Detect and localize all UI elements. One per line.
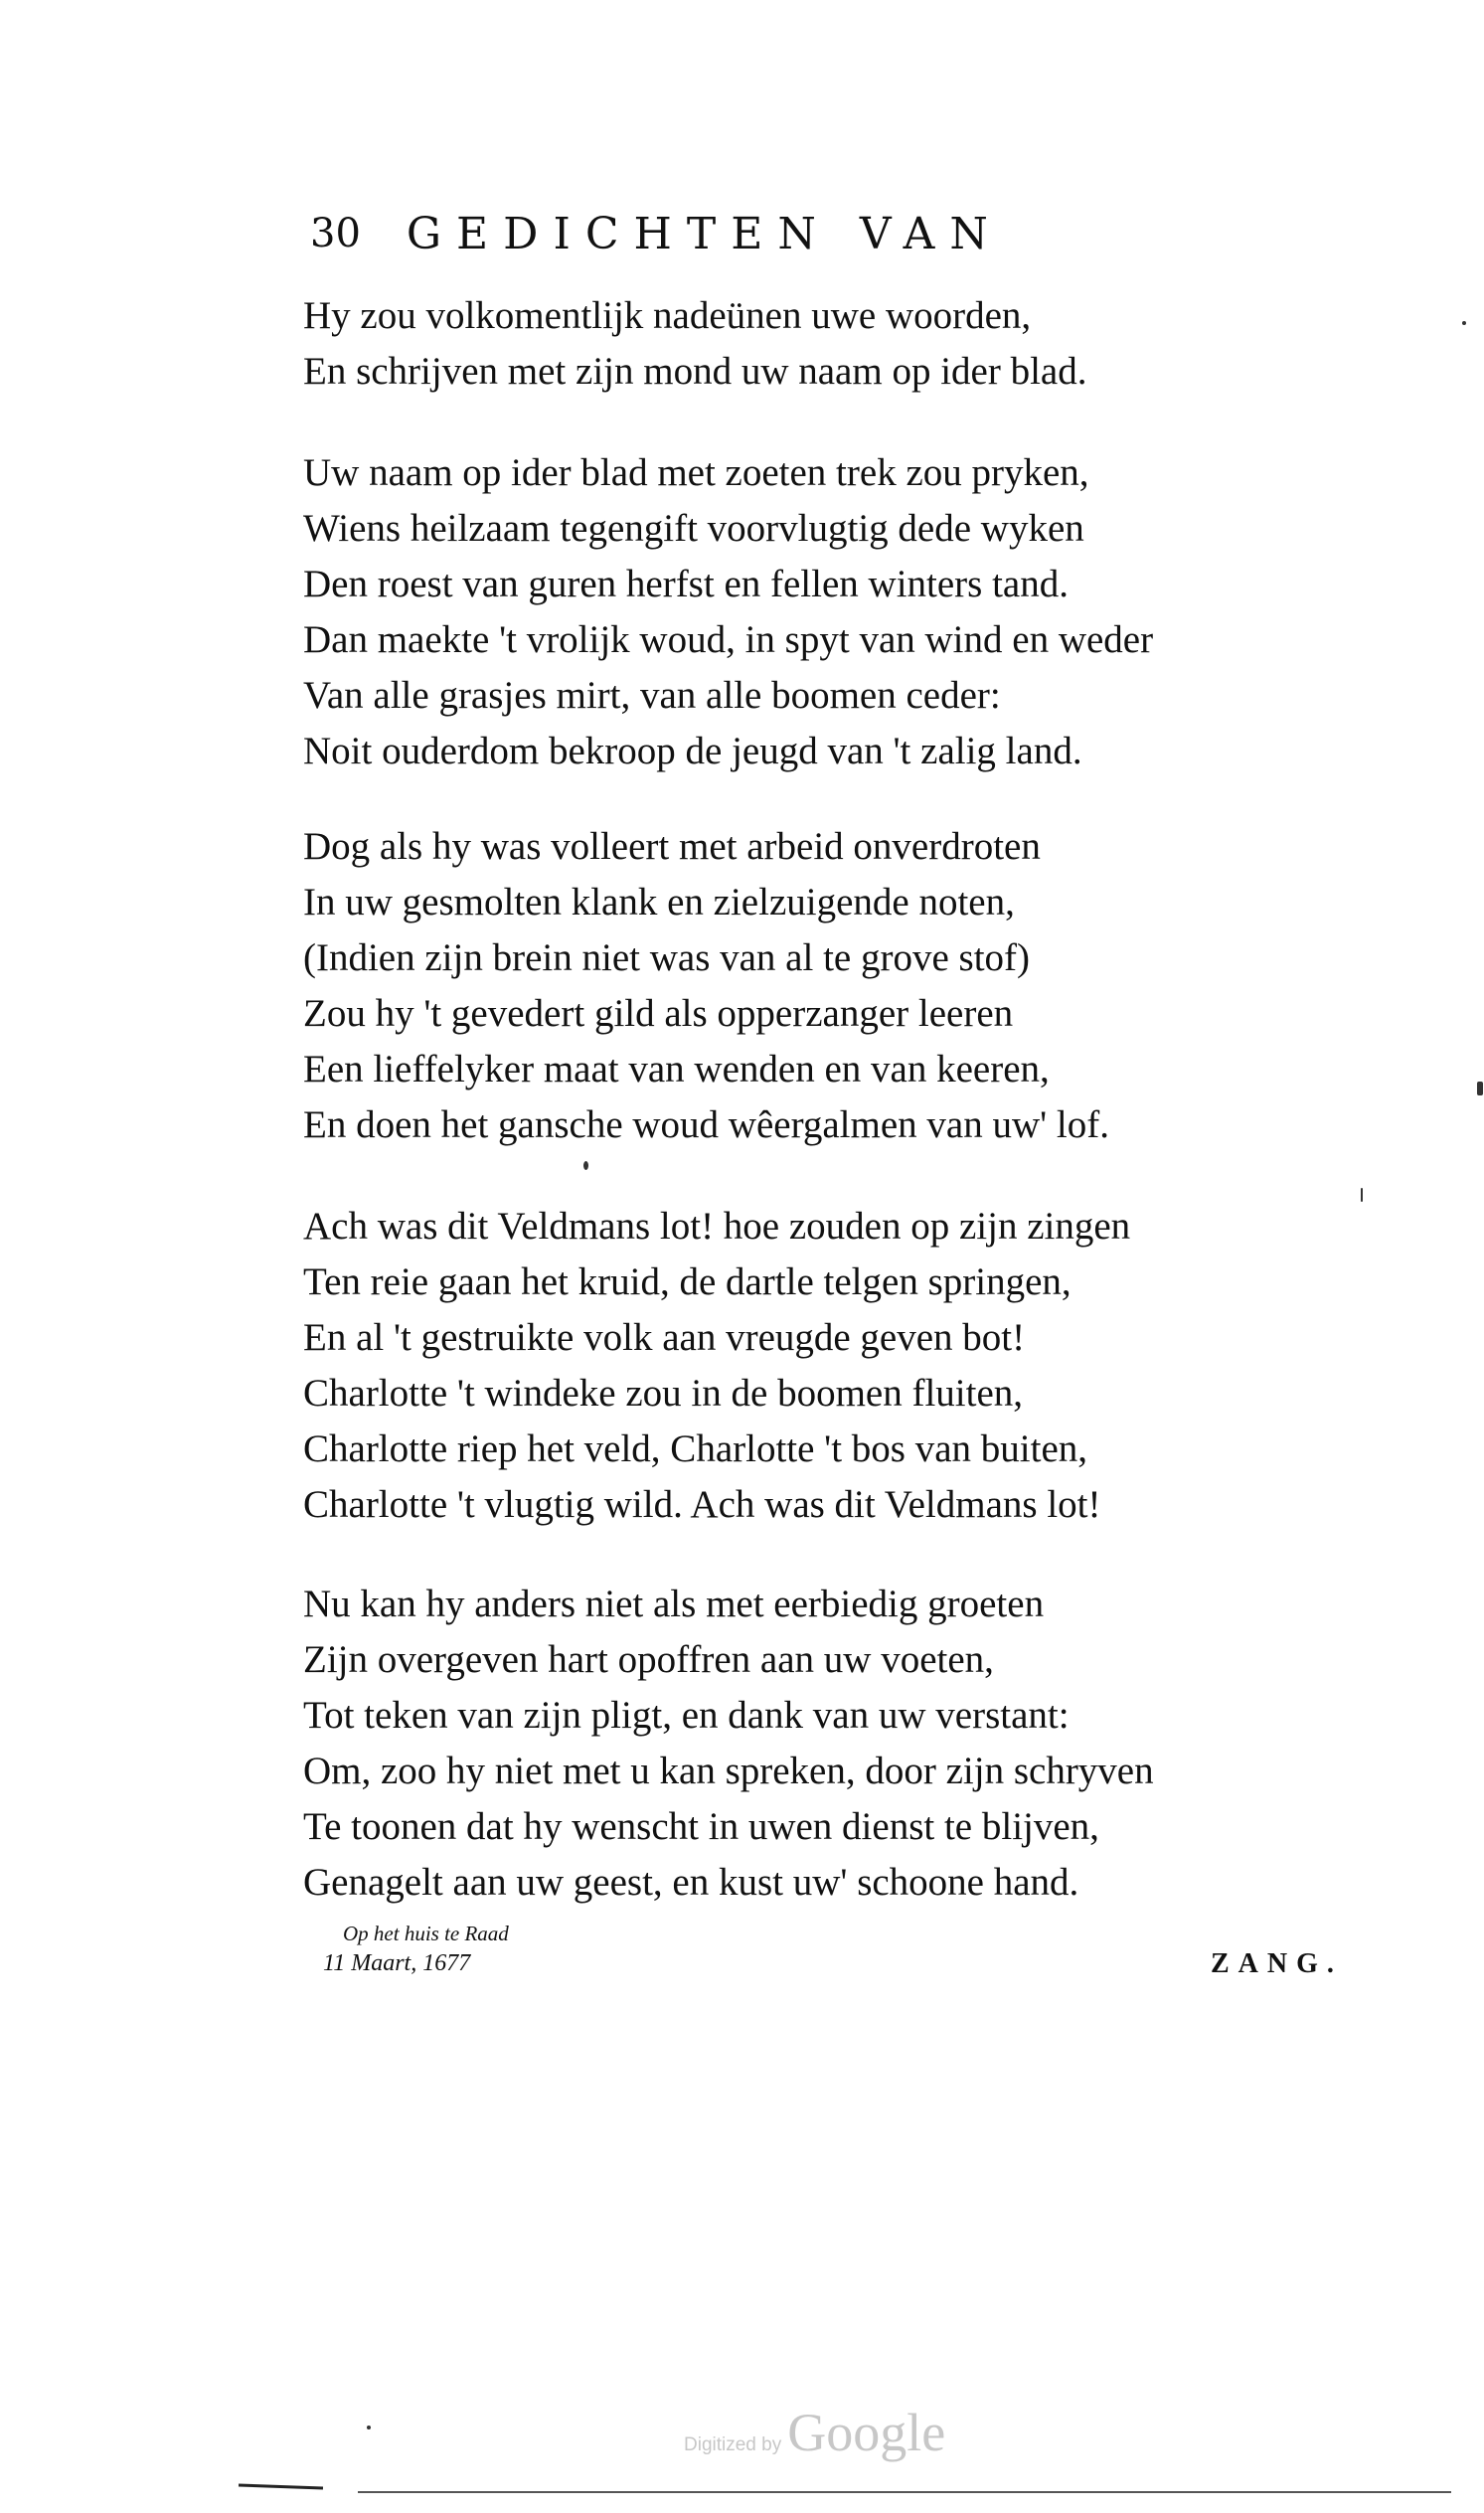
running-title: GEDICHTEN VAN bbox=[406, 208, 1003, 259]
verse-line: Dan maekte 't vrolijk woud, in spyt van wind en weder bbox=[303, 618, 1154, 661]
dateline bbox=[323, 1919, 509, 1978]
stanza-2 bbox=[303, 445, 1416, 779]
scan-edge-line bbox=[358, 2491, 1451, 2493]
verse-line: Ach was dit Veldmans lot! hoe zouden op zijn zingen bbox=[303, 1205, 1131, 1248]
verse-line: En al 't gestruikte volk aan vreugde geven bot! bbox=[303, 1316, 1026, 1359]
verse-line: Tot teken van zijn pligt, en dank van uw verstant: bbox=[303, 1694, 1070, 1737]
watermark-brand: Google bbox=[787, 2403, 946, 2462]
verse-line: Wiens heilzaam tegengift voorvlugtig dede wyken bbox=[303, 507, 1084, 550]
catchword: ZANG. bbox=[1211, 1948, 1343, 1979]
verse-line: En schrijven met zijn mond uw naam op ider blad. bbox=[303, 350, 1087, 393]
scan-speck bbox=[583, 1161, 588, 1170]
scan-speck bbox=[1462, 321, 1466, 325]
dateline-place: Op het huis te Raad bbox=[343, 1922, 509, 1945]
scan-speck bbox=[367, 2426, 371, 2429]
scan-speck bbox=[1361, 1188, 1363, 1202]
verse-line: Dog als hy was volleert met arbeid onverdroten bbox=[303, 825, 1041, 868]
stanza-4 bbox=[303, 1199, 1416, 1533]
digitized-watermark bbox=[684, 2402, 945, 2463]
verse-line: In uw gesmolten klank en zielzuigende noten, bbox=[303, 881, 1015, 923]
verse-line: Zou hy 't gevedert gild als opperzanger leeren bbox=[303, 992, 1014, 1035]
verse-line: Nu kan hy anders niet als met eerbiedig groeten bbox=[303, 1583, 1045, 1625]
verse-line: Een lieffelyker maat van wenden en van keeren, bbox=[303, 1048, 1050, 1090]
stanza-3 bbox=[303, 819, 1416, 1153]
scan-speck bbox=[1477, 1082, 1483, 1095]
verse-line: En doen het gansche woud wêergalmen van uw' lof. bbox=[303, 1103, 1109, 1146]
verse-line: Den roest van guren herfst en fellen winters tand. bbox=[303, 563, 1069, 605]
verse-line: (Indien zijn brein niet was van al te grove stof) bbox=[303, 936, 1031, 979]
verse-line: Ten reie gaan het kruid, de dartle telgen springen, bbox=[303, 1260, 1072, 1303]
verse-line: Noit ouderdom bekroop de jeugd van 't zalig land. bbox=[303, 730, 1082, 772]
verse-line: Uw naam op ider blad met zoeten trek zou pryken, bbox=[303, 451, 1089, 494]
scan-edge-mark bbox=[239, 2484, 323, 2490]
verse-line: Hy zou volkomentlijk nadeünen uwe woorden, bbox=[303, 294, 1032, 337]
verse-line: Charlotte 't vlugtig wild. Ach was dit Veldmans lot! bbox=[303, 1483, 1101, 1526]
stanza-1 bbox=[303, 288, 1416, 400]
page-header bbox=[310, 199, 1304, 268]
verse-line: Charlotte 't windeke zou in de boomen fluiten, bbox=[303, 1372, 1024, 1415]
verse-line: Van alle grasjes mirt, van alle boomen ceder: bbox=[303, 674, 1001, 717]
verse-line: Charlotte riep het veld, Charlotte 't bos van buiten, bbox=[303, 1427, 1088, 1470]
verse-line: Om, zoo hy niet met u kan spreken, door zijn schryven bbox=[303, 1750, 1154, 1792]
dateline-date: 11 Maart, 1677 bbox=[323, 1950, 471, 1976]
verse-line: Te toonen dat hy wenscht in uwen dienst te blijven, bbox=[303, 1805, 1099, 1848]
watermark-prefix: Digitized by bbox=[684, 2434, 782, 2455]
page-number: 30 bbox=[310, 211, 361, 256]
verse-line: Genagelt aan uw geest, en kust uw' schoone hand. bbox=[303, 1861, 1079, 1904]
stanza-5 bbox=[303, 1577, 1416, 1911]
verse-line: Zijn overgeven hart opoffren aan uw voeten, bbox=[303, 1638, 994, 1681]
